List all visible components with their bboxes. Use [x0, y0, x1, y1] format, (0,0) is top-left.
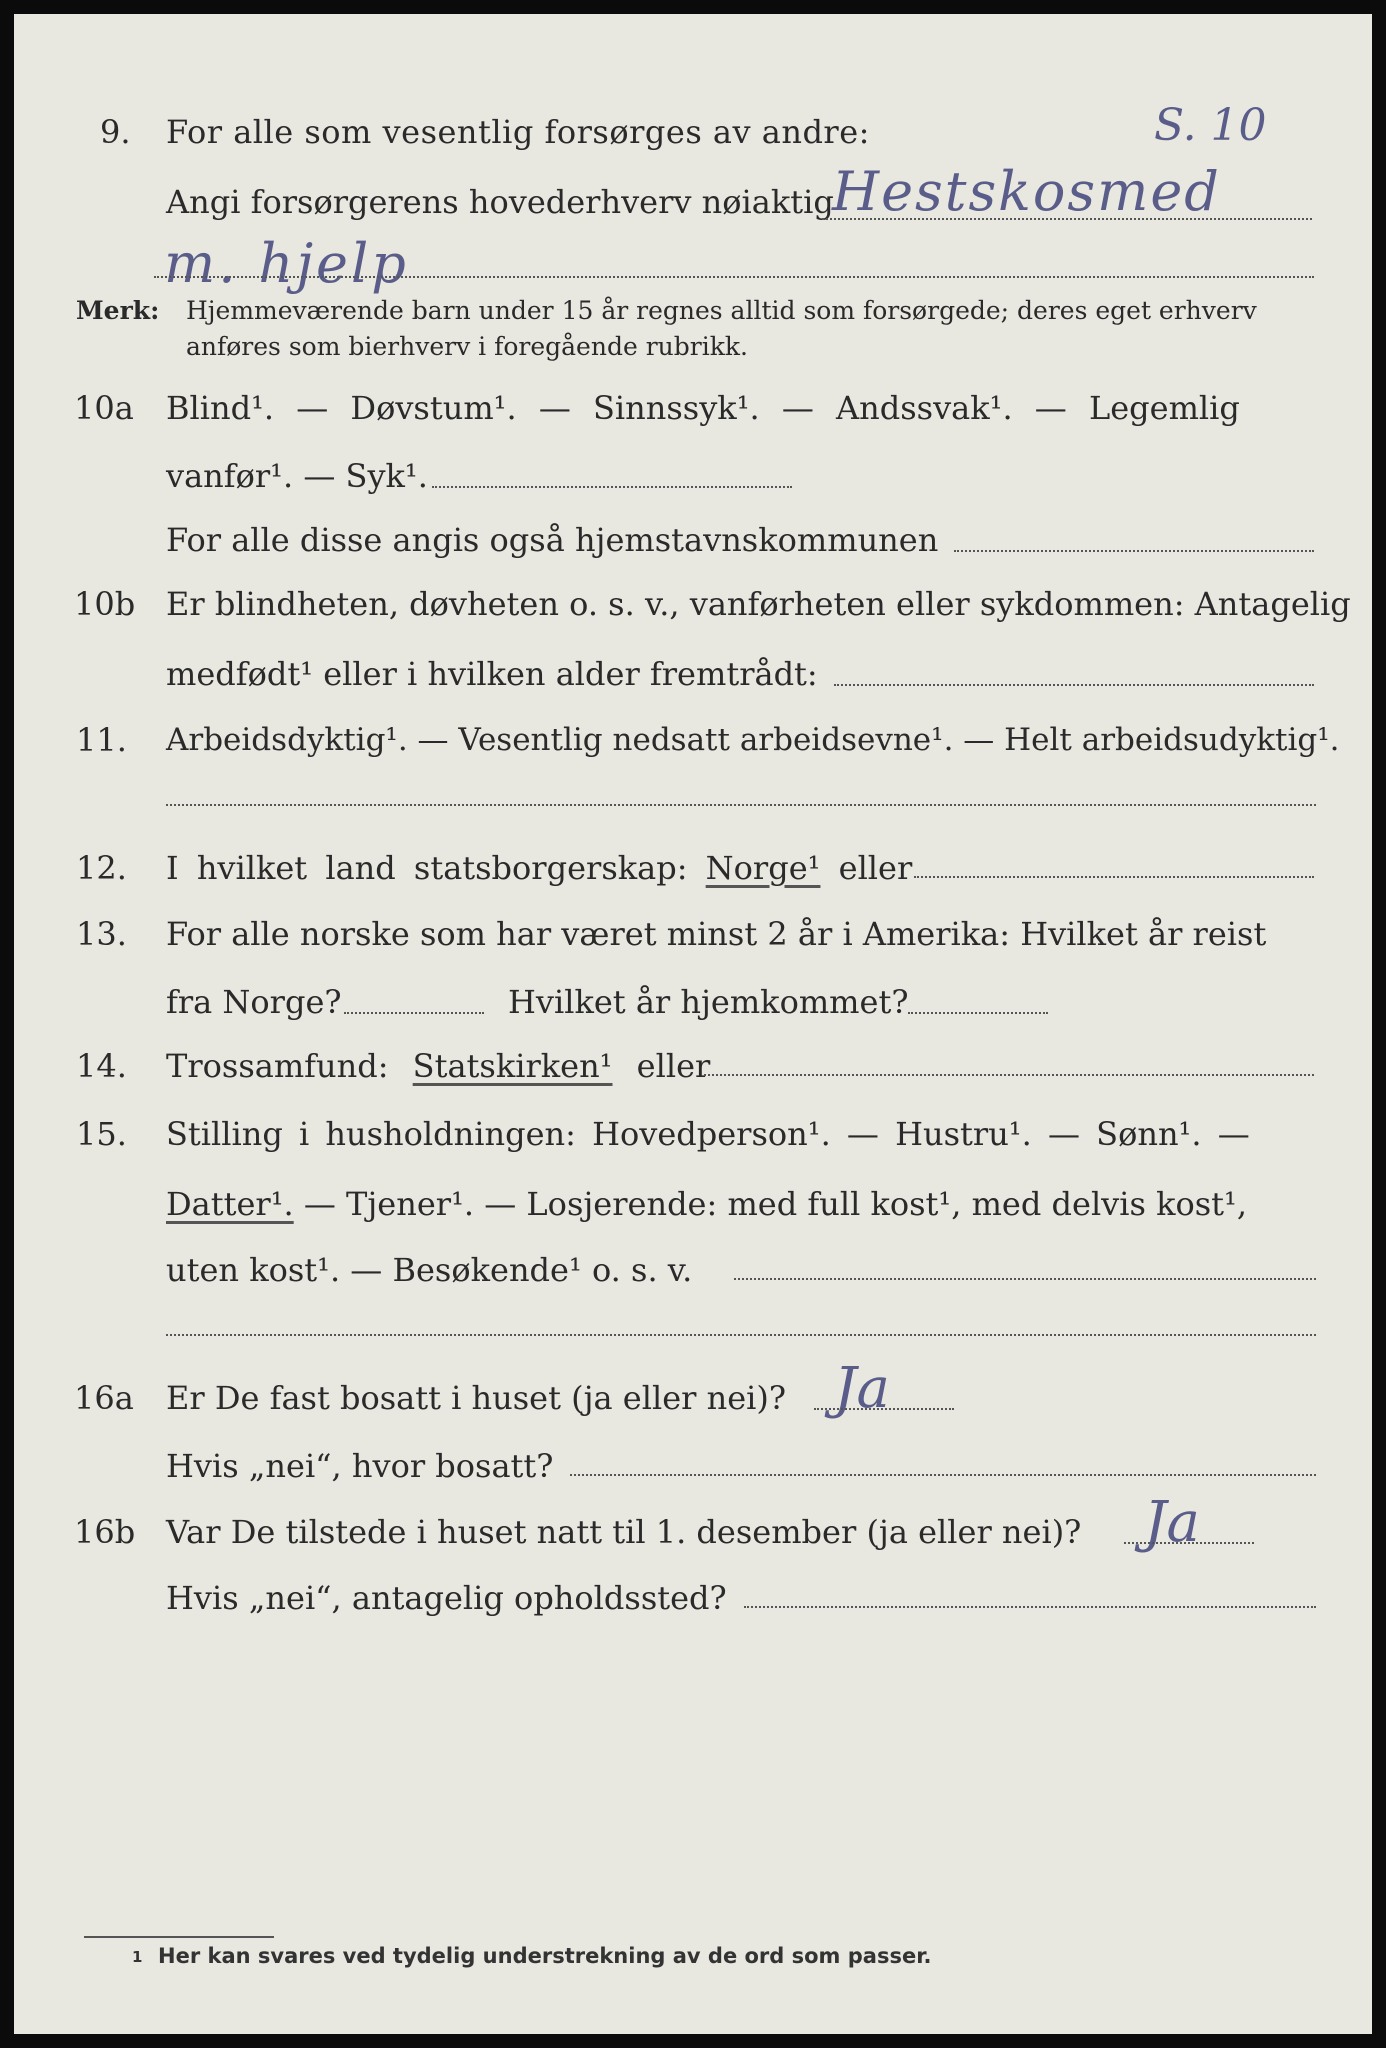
q10b-number: 10b [74, 585, 136, 623]
q16b-line1: Var De tilstede i huset natt til 1. desember (ja eller nei)? [166, 1513, 1082, 1551]
q12-number: 12. [76, 849, 127, 887]
q14-question: Trossamfund: [166, 1047, 389, 1085]
q13-reist-line [344, 1012, 484, 1014]
q10a-line2: vanfør¹. — Syk¹. [166, 457, 428, 495]
q16b-line2: Hvis „nei“, antagelig opholdssted? [166, 1579, 727, 1617]
q13-hjemkommet-line [908, 1012, 1048, 1014]
q9-handwritten-corner: S. 10 [1154, 100, 1267, 151]
q16a-answer-line [814, 1408, 954, 1410]
q13-number: 13. [76, 915, 127, 953]
q15-line3: uten kost¹. — Besøkende¹ o. s. v. [166, 1251, 693, 1289]
merk-line1: Hjemmeværende barn under 15 år regnes alltid som forsørgede; deres eget erhverv [186, 296, 1257, 325]
q13-line2a: fra Norge? [166, 983, 342, 1021]
q10a-line1: Blind¹. — Døvstum¹. — Sinnssyk¹. — Andssvak¹. — Legemlig [166, 389, 1240, 427]
footnote-rule [84, 1936, 274, 1938]
q15-answer-line2 [166, 1334, 1316, 1336]
q16a-number: 16a [74, 1379, 134, 1417]
q14-line [166, 1046, 710, 1086]
q10a-line3: For alle disse angis også hjemstavnskommunen [166, 521, 939, 559]
q15-line1: Stilling i husholdningen: Hovedperson¹. — Hustru¹. — Sønn¹. — [166, 1115, 1250, 1153]
q11-number: 11. [76, 721, 127, 759]
q10a-number: 10a [74, 389, 134, 427]
q11-answer-line [166, 804, 1316, 806]
footnote-mark: 1 [132, 1948, 143, 1966]
q11-line1: Arbeidsdyktig¹. — Vesentlig nedsatt arbeidsevne¹. — Helt arbeidsudyktig¹. [166, 722, 1340, 758]
q12-question: I hvilket land statsborgerskap: [166, 849, 688, 887]
q16a-handwritten-answer: Ja [834, 1356, 890, 1421]
q12-line [166, 848, 912, 888]
q15-datter-underlined: Datter¹. [166, 1185, 294, 1223]
q14-number: 14. [76, 1047, 127, 1085]
merk-label: Merk: [76, 296, 160, 325]
q15-line2 [166, 1184, 1247, 1224]
q13-line2b: Hvilket år hjemkommet? [508, 983, 909, 1021]
q10b-line1: Er blindheten, døvheten o. s. v., vanførheten eller sykdommen: Antagelig [166, 585, 1351, 623]
q16a-bosatt-line [570, 1474, 1316, 1476]
q15-number: 15. [76, 1115, 127, 1153]
q16a-line2: Hvis „nei“, hvor bosatt? [166, 1447, 554, 1485]
q14-answer-line [704, 1074, 1314, 1076]
q10a-hjemstavn-line [954, 550, 1314, 552]
q9-handwritten-answer-line1: Hestskosmed [832, 160, 1221, 223]
q16b-number: 16b [74, 1513, 136, 1551]
q9-answer-line2 [154, 276, 1314, 278]
q10b-answer-line [834, 684, 1314, 686]
q9-line2: Angi forsørgerens hovederhverv nøiaktig [166, 183, 834, 221]
q12-norge-underlined: Norge¹ [705, 849, 821, 887]
q12-answer-line [914, 876, 1314, 878]
census-form-page [14, 14, 1372, 2034]
q16b-opholdssted-line [744, 1606, 1316, 1608]
q10b-line2: medfødt¹ eller i hvilken alder fremtrådt: [166, 655, 818, 693]
q13-line1: For alle norske som har været minst 2 år i Amerika: Hvilket år reist [166, 915, 1267, 953]
q15-line2-rest: — Tjener¹. — Losjerende: med full kost¹, med delvis kost¹, [303, 1185, 1248, 1223]
q9-handwritten-answer-line2: m. hjelp [164, 232, 409, 295]
q16b-answer-line [1124, 1542, 1254, 1544]
q16a-line1: Er De fast bosatt i huset (ja eller nei)? [166, 1379, 787, 1417]
q16b-handwritten-answer: Ja [1144, 1490, 1200, 1555]
q10a-syk-line [432, 486, 792, 488]
q9-number: 9. [100, 113, 131, 151]
footnote-text: Her kan svares ved tydelig understrekning av de ord som passer. [158, 1944, 932, 1968]
q14-statskirken-underlined: Statskirken¹ [412, 1047, 613, 1085]
q15-answer-line1 [734, 1278, 1316, 1280]
merk-line2: anføres som bierhverv i foregående rubrikk. [186, 332, 748, 361]
q14-eller: eller [636, 1047, 711, 1085]
q12-eller: eller [838, 849, 913, 887]
q9-line1: For alle som vesentlig forsørges av andre: [166, 113, 870, 151]
q9-answer-line1 [822, 218, 1312, 220]
